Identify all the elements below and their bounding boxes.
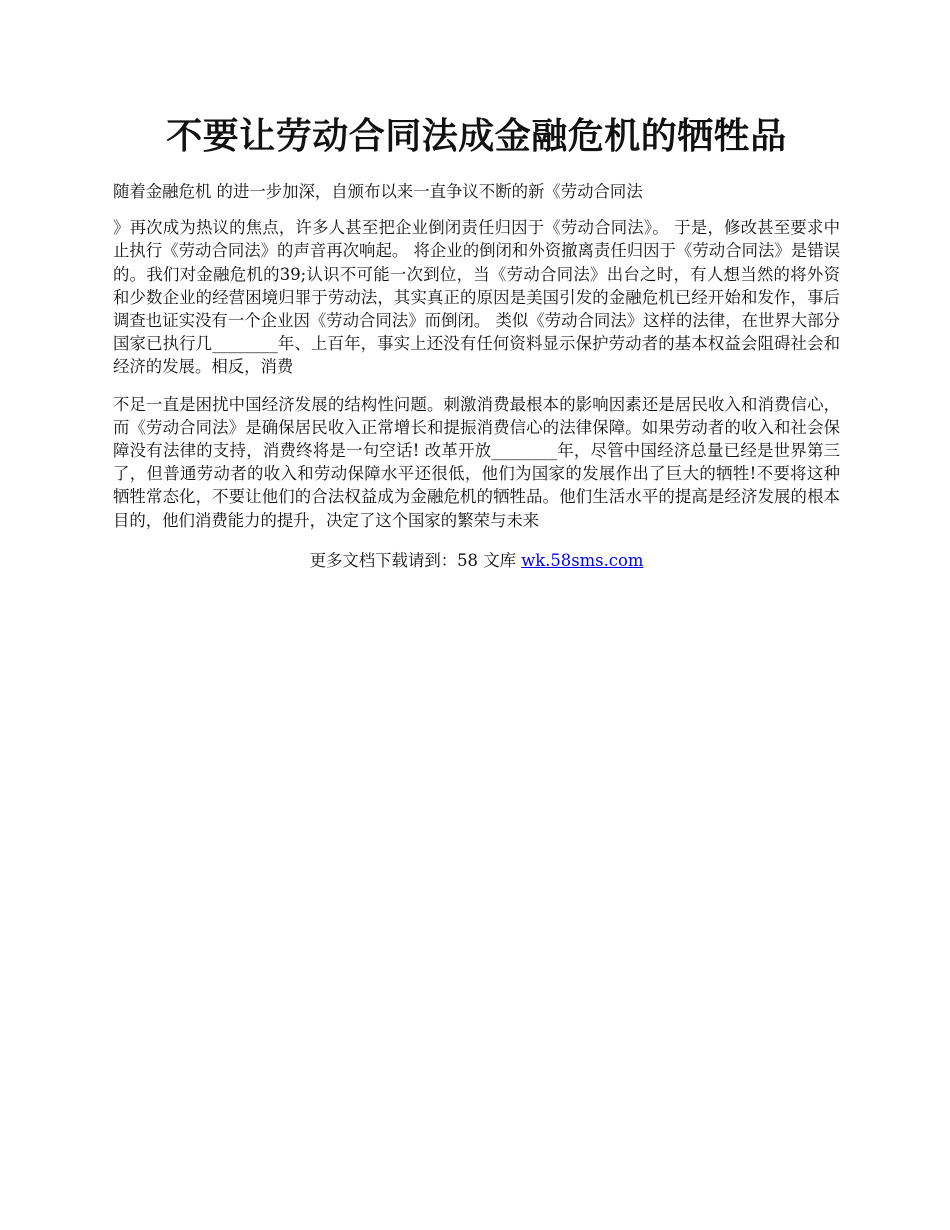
document-title: 不要让劳动合同法成金融危机的牺牲品 [166,115,787,157]
document-page [113,112,840,572]
footer-link[interactable]: wk.58sms.com [521,550,644,570]
paragraph-body: 》再次成为热议的焦点，许多人甚至把企业倒闭责任归因于《劳动合同法》。 于是，修改甚至要求中止执行《劳动合同法》的声音再次响起。 将企业的倒闭和外资撤离责任归因于《劳动合同法》是错误的。我们对金融危机的39;认识不可能一次到位，当《劳动合同法》出台之时，有人想当然的将外资和少数企业的经营困境归罪于劳动法，其实真正的原因是美国引发的金融危机已经开始和发作，事后调查也证实没有一个企业因《劳动合同法》而倒闭。 类似《劳动合同法》这样的法律，在世界大部分国家已执行几________年、上百年，事实上还没有任何资料显示保护劳动者的基本权益会阻碍社会和经济的发展。相反，消费 [113,218,840,377]
footer-text: 更多文档下载请到：58 文库 [309,550,522,570]
paragraph-intro: 随着金融危机 的进一步加深，自颁布以来一直争议不断的新《劳动合同法 [113,182,643,201]
download-footer [113,549,840,572]
paragraph-conclusion: 不足一直是困扰中国经济发展的结构性问题。刺激消费最根本的影响因素还是居民收入和消费信心，而《劳动合同法》是确保居民收入正常增长和提振消费信心的法律保障。如果劳动者的收入和社会保障没有法律的支持，消费终将是一句空话! 改革开放________年，尽管中国经济总量已经是世界第三了，但普通劳动者的收入和劳动保障水平还很低，他们为国家的发展作出了巨大的牺牲!不要将这种牺牲常态化，不要让他们的合法权益成为金融危机的牺牲品。他们生活水平的提高是经济发展的根本目的，他们消费能力的提升，决定了这个国家的繁荣与未来 [113,394,840,530]
